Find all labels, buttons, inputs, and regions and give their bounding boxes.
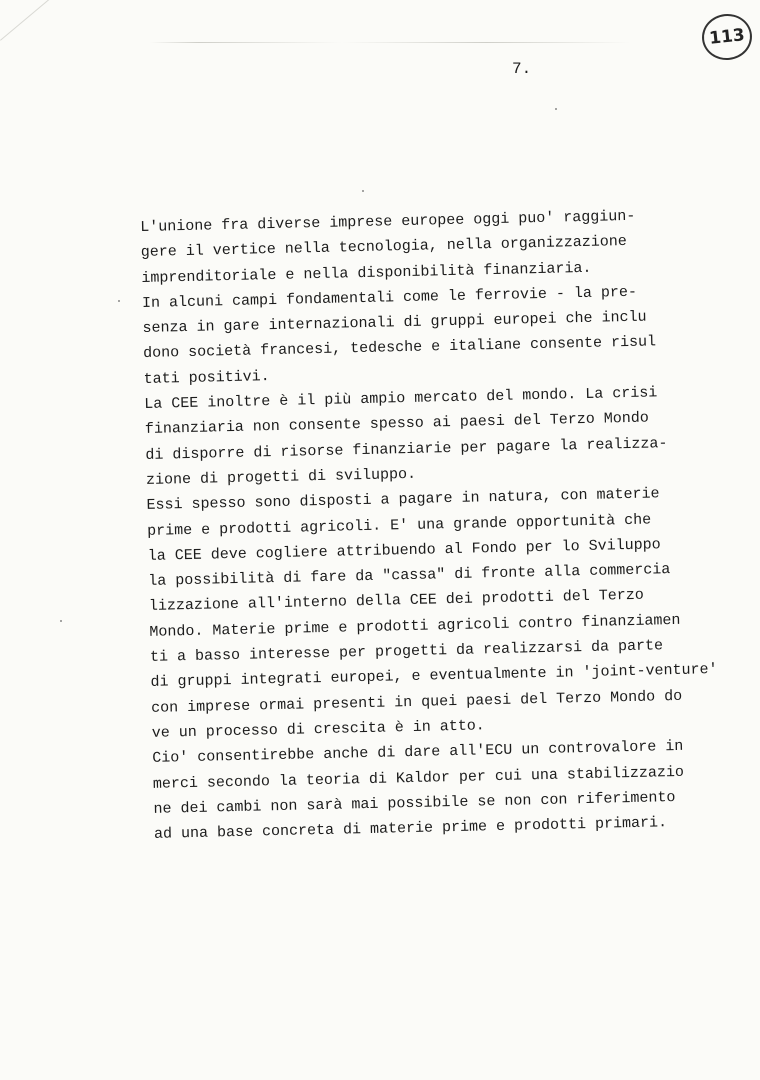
- archive-stamp: 113: [700, 12, 755, 63]
- text-line: Mondo. Materie prime e prodotti agricoli contro finanziamen: [149, 611, 681, 641]
- text-line: gere il vertice nella tecnologia, nella organizzazione: [140, 233, 628, 262]
- speck: [555, 108, 557, 110]
- speck: [60, 620, 62, 622]
- text-line: la CEE deve cogliere attribuendo al Fondo per lo Sviluppo: [147, 536, 661, 565]
- speck: [118, 300, 120, 302]
- text-line: ti a basso interesse per progetti da realizzarsi da parte: [149, 637, 664, 666]
- text-line: prime e prodotti agricoli. E' una grande opportunità che: [146, 511, 652, 540]
- fold-mark: [0, 0, 85, 41]
- text-line: In alcuni campi fondamentali come le ferrovie - la pre-: [141, 283, 638, 312]
- text-line: imprenditoriale e nella disponibilità finanziaria.: [141, 259, 592, 287]
- text-line: lizzazione all'interno della CEE dei prodotti del Terzo: [148, 587, 645, 616]
- text-line: di gruppi integrati europei, e eventualmente in 'joint-venture': [150, 661, 718, 692]
- text-line: senza in gare internazionali di gruppi europei che inclu: [142, 308, 647, 338]
- text-line: tati positivi.: [143, 367, 270, 388]
- top-smudge: [150, 42, 630, 43]
- speck: [362, 190, 364, 192]
- text-line: ad una base concreta di materie prime e prodotti primari.: [153, 814, 668, 843]
- text-line: la possibilità di fare da "cassa" di fronte alla commercia: [148, 561, 671, 591]
- text-line: La CEE inoltre è il più ampio mercato del mondo. La crisi: [144, 384, 658, 414]
- text-line: finanziaria non consente spesso ai paesi del Terzo Mondo: [144, 409, 650, 439]
- text-line: L'unione fra diverse imprese europee oggi puo' raggiun-: [140, 207, 636, 236]
- text-line: ne dei cambi non sarà mai possibile se non con riferimento: [153, 788, 676, 818]
- text-line: merci secondo la teoria di Kaldor per cui una stabilizzazio: [152, 763, 685, 793]
- text-line: zione di progetti di sviluppo.: [145, 465, 417, 489]
- text-line: Essi spesso sono disposti a pagare in natura, con materie: [146, 485, 660, 515]
- body-text: [140, 202, 734, 847]
- text-line: Cio' consentirebbe anche di dare all'ECU un controvalore in: [152, 738, 684, 768]
- text-line: dono società francesi, tedesche e italiane consente risul: [142, 333, 657, 363]
- text-line: ve un processo di crescita è in atto.: [151, 717, 485, 742]
- text-line: con imprese ormai presenti in quei paesi del Terzo Mondo do: [150, 687, 683, 717]
- page-number: 7.: [512, 60, 532, 78]
- text-line: di disporre di risorse finanziarie per pagare la realizza-: [145, 434, 668, 464]
